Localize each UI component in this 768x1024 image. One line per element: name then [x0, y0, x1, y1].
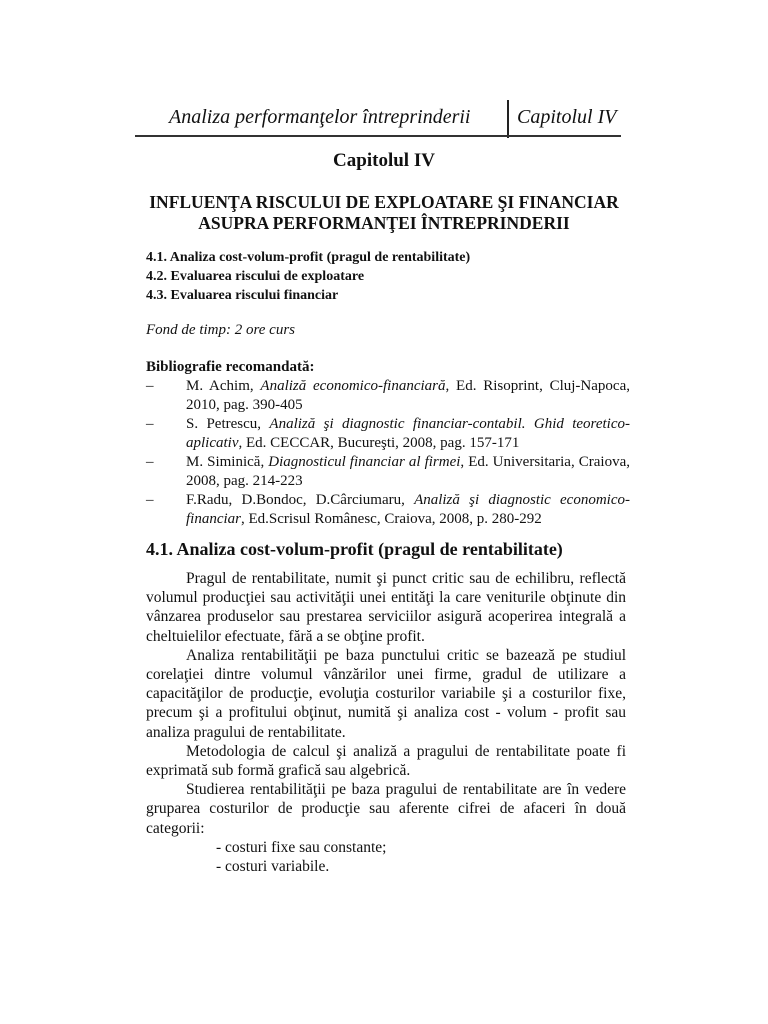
bibliography-item	[146, 415, 630, 453]
bibliography-item	[146, 491, 630, 529]
header-book-title: Analiza performanţelor întreprinderii	[169, 106, 471, 128]
chapter-title-line-2: ASUPRA PERFORMANŢEI ÎNTREPRINDERII	[198, 213, 570, 233]
list-item: - costuri fixe sau constante;	[216, 838, 387, 856]
chapter-label: Capitolul IV	[333, 150, 435, 171]
bib-book-title: Analiză şi diagnostic economico-financiar	[186, 492, 630, 527]
header-chapter: Capitolul IV	[517, 106, 617, 128]
bib-publisher: , Ed. CECCAR, Bucureşti, 2008, pag. 157-171	[238, 435, 520, 451]
chapter-title-line-1: INFLUENŢA RISCULUI DE EXPLOATARE ŞI FINANCIAR	[149, 192, 619, 212]
bib-authors: M. Achim,	[186, 378, 261, 394]
bib-publisher: , Ed. Risoprint, Cluj-Napoca, 2010, pag. 390-405	[186, 378, 630, 413]
bib-book-title: Diagnosticul financiar al firmei	[268, 454, 461, 470]
bibliography	[146, 358, 630, 529]
paragraph: Metodologia de calcul şi analiză a pragului de rentabilitate poate fi exprimată sub formă grafică sau algebrică.	[146, 742, 626, 780]
bib-publisher: , Ed.Scrisul Românesc, Craiova, 2008, p. 280-292	[241, 511, 542, 527]
paragraph: Studierea rentabilităţii pe baza pragului de rentabilitate are în vedere gruparea costurilor de producţie sau aferente cifrei de afaceri în două categorii:	[146, 781, 626, 837]
dash-bullet: –	[146, 454, 154, 470]
bib-book-title: Analiză economico-financiară	[260, 378, 446, 394]
table-of-contents	[146, 248, 626, 305]
bibliography-list	[146, 377, 630, 529]
toc-item: 4.3. Evaluarea riscului financiar	[146, 288, 339, 303]
list-item: - costuri variabile.	[216, 858, 330, 876]
bib-authors: M. Siminică,	[186, 454, 269, 470]
section-heading: 4.1. Analiza cost-volum-profit (pragul de rentabilitate)	[146, 539, 563, 559]
bib-authors: F.Radu, D.Bondoc, D.Cârciumaru,	[186, 492, 415, 508]
running-header	[135, 100, 621, 138]
bibliography-item	[146, 453, 630, 491]
toc-item: 4.2. Evaluarea riscului de exploatare	[146, 269, 365, 284]
toc-item: 4.1. Analiza cost-volum-profit (pragul de rentabilitate)	[146, 250, 471, 265]
header-separator	[507, 100, 509, 138]
bib-book-title: Analiză şi diagnostic financiar-contabil. Ghid teoretico-aplicativ	[186, 416, 630, 451]
bibliography-item	[146, 377, 630, 415]
bib-authors: S. Petrescu,	[186, 416, 270, 432]
chapter-title	[120, 192, 648, 234]
paragraph: Analiza rentabilităţii pe baza punctului critic se bazează pe studiul corelaţiei dintre volumul vânzărilor unei firme, gradul de utilizare a capacităţilor de producţie, evoluţia costurilor variabile şi a costurilor fixe, precum şi a profitului obţinut, numită şi analiza cost - volum - profit sau analiza pragului de rentabilitate.	[146, 646, 626, 741]
time-fund: Fond de timp: 2 ore curs	[146, 322, 296, 338]
dash-bullet: –	[146, 378, 154, 394]
header-rule	[135, 135, 621, 137]
bibliography-heading: Bibliografie recomandată:	[146, 359, 315, 375]
dash-bullet: –	[146, 492, 154, 508]
dash-bullet: –	[146, 416, 154, 432]
paragraph: Pragul de rentabilitate, numit şi punct critic sau de echilibru, reflectă volumul producţiei sau activităţii unei entităţi la care veniturile obţinute din vânzarea produselor sau prestarea serviciilor asigură acoperirea integrală a cheltuielilor efectuate, fără a se obţine profit.	[146, 570, 626, 645]
section-body	[146, 569, 626, 876]
bib-publisher: , Ed. Universitaria, Craiova, 2008, pag. 214-223	[186, 454, 630, 489]
